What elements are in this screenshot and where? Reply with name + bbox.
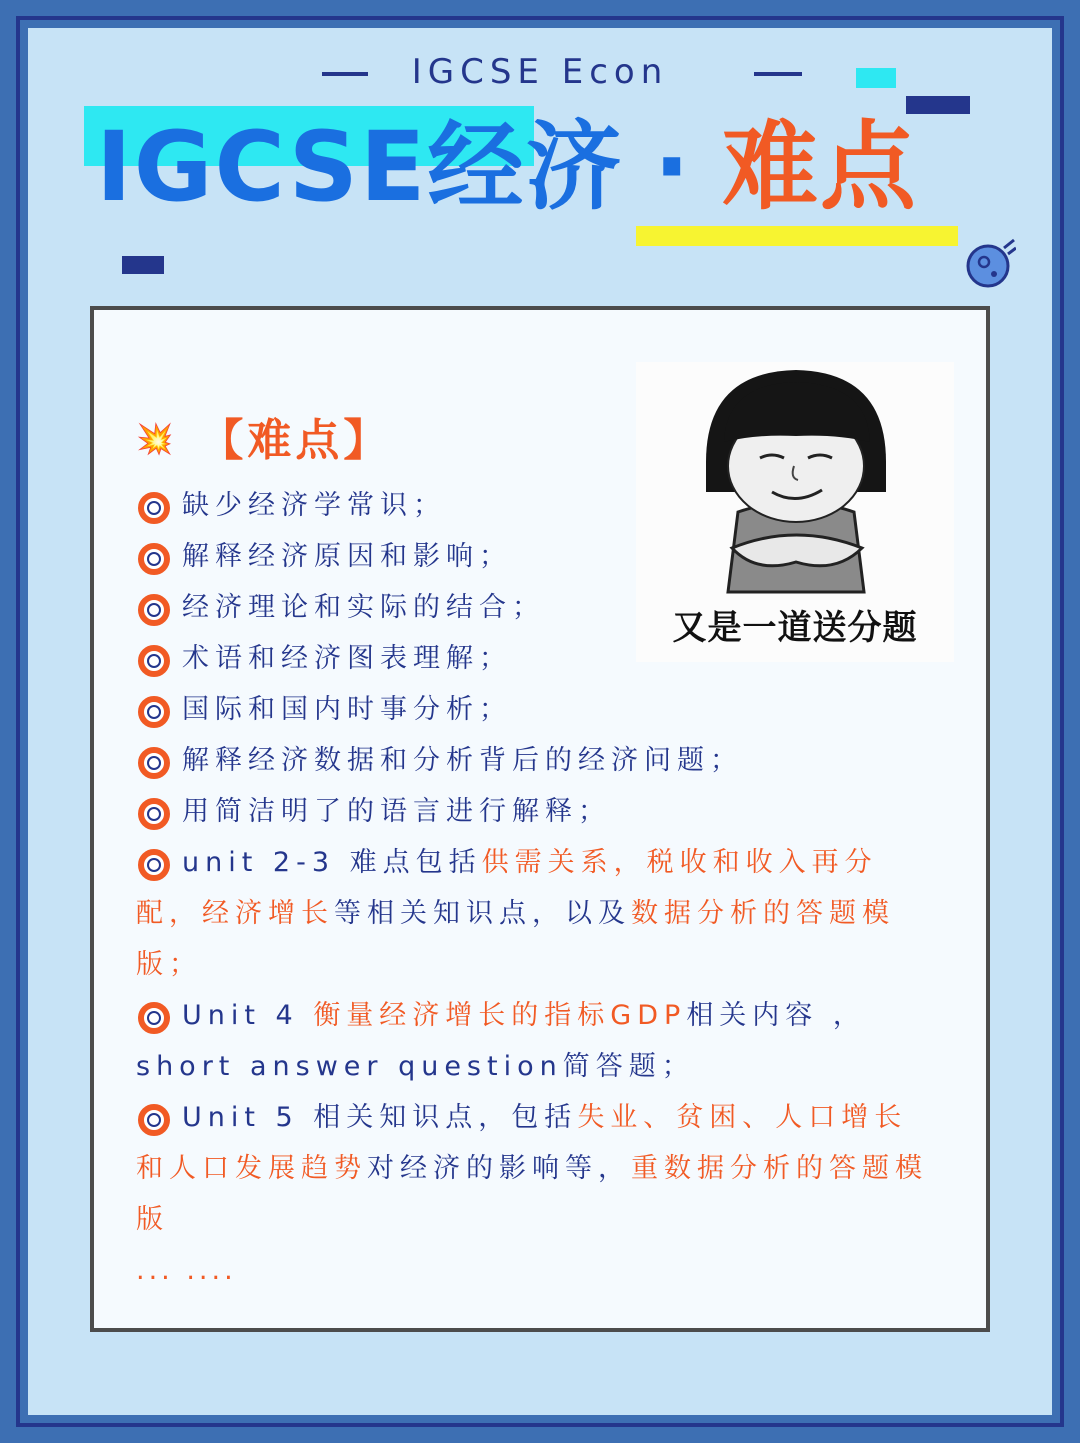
list-item: 用简洁明了的语言进行解释；	[136, 786, 936, 837]
subtitle: IGCSE Econ	[411, 52, 669, 92]
meme-face-illustration	[636, 362, 954, 602]
title-part1: IGCSE经济	[96, 111, 624, 223]
circle-bullet-icon	[138, 645, 170, 677]
circle-bullet-icon	[138, 1002, 170, 1034]
section-heading	[136, 404, 391, 468]
list-item: 解释经济原因和影响；	[136, 531, 936, 582]
meme-sticker	[636, 362, 954, 662]
list-item-unit-4: Unit 4 衡量经济增长的指标GDP相关内容 ，short answer question简答题；	[136, 1000, 866, 1082]
planet-icon	[964, 238, 1016, 290]
list-item-unit-2-3: unit 2-3 难点包括供需关系，税收和收入再分配，经济增长等相关知识点，以及数据分析的答题模版；	[136, 847, 895, 980]
list-item: 术语和经济图表理解；	[136, 633, 936, 684]
circle-bullet-icon	[138, 798, 170, 830]
circle-bullet-icon	[138, 849, 170, 881]
burst-icon: 💥	[136, 422, 178, 457]
title-dot: ·	[653, 111, 692, 223]
circle-bullet-icon	[138, 696, 170, 728]
list-item: 缺少经济学常识；	[136, 480, 936, 531]
title-highlight-yellow	[636, 226, 958, 246]
circle-bullet-icon	[138, 747, 170, 779]
page-title	[96, 112, 918, 222]
circle-bullet-icon	[138, 594, 170, 626]
circle-bullet-icon	[138, 1104, 170, 1136]
list-item: 国际和国内时事分析；	[136, 684, 936, 735]
ellipsis: ... ....	[136, 1255, 237, 1286]
navy-block-left	[122, 256, 164, 274]
list-item: 经济理论和实际的结合；	[136, 582, 936, 633]
meme-caption: 又是一道送分题	[672, 608, 918, 648]
title-part2: 难点	[721, 111, 918, 223]
section-heading-text: 【难点】	[199, 415, 392, 466]
circle-bullet-icon	[138, 543, 170, 575]
circle-bullet-icon	[138, 492, 170, 524]
list-item: 解释经济数据和分析背后的经济问题；	[136, 735, 936, 786]
list-item-unit-5: Unit 5 相关知识点，包括失业、贫困、人口增长和人口发展趋势对经济的影响等，重数据分析的答题模版	[136, 1102, 928, 1235]
